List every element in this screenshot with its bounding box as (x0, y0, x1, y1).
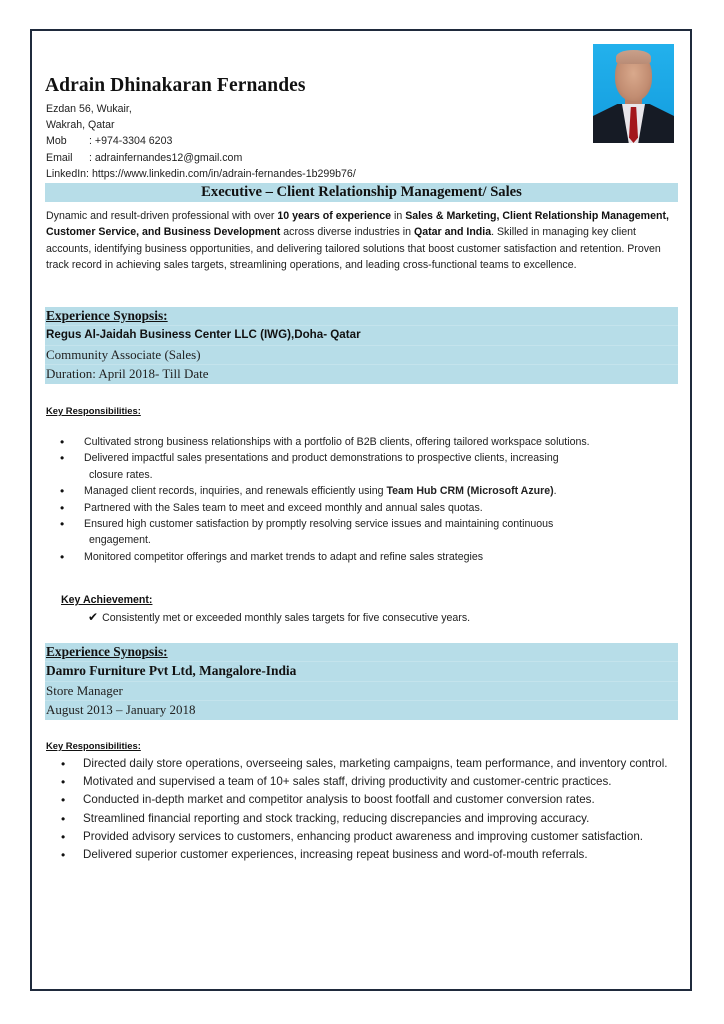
email-value[interactable]: : adrainfernandes12@gmail.com (89, 151, 243, 164)
contact-block (46, 101, 356, 182)
list-item: • Motivated and supervised a team of 10+ sales staff, driving productivity and customer-centric practices. (47, 773, 686, 791)
list-item (60, 483, 685, 499)
section-heading: Experience Synopsis: (45, 643, 678, 662)
job-duration: Duration: April 2018- Till Date (46, 366, 209, 382)
item-text: Partnered with the Sales team to meet and exceed monthly and annual sales quotas. (84, 501, 483, 514)
mobile-value: : +974-3304 6203 (89, 135, 173, 148)
item-text: . (553, 485, 557, 498)
list-item (60, 549, 685, 565)
achievement-heading: Key Achievement: (61, 594, 153, 606)
candidate-name: Adrain Dhinakaran Fernandes (45, 75, 306, 96)
item-text: Cultivated strong business relationships with a portfolio of B2B clients, offering tailored workspace solutions. (84, 436, 590, 448)
list-item: • Provided advisory services to customers, enhancing product awareness and improving customer satisfaction. (47, 828, 686, 846)
summary-text: . Skilled in managing key client accounts, identifying business opportunities, and delivering tailored solutions that boost customer satisfaction and retention. Proven track record in achieving sales targets, streamlining operations, and leading cross-functional teams to excellence. (46, 226, 661, 272)
linkedin-link[interactable]: https://www.linkedin.com/in/adrain-fernandes-1b299b76/ (91, 167, 356, 180)
profile-photo (593, 44, 674, 143)
responsibilities-heading: Key Responsibilities: (46, 405, 141, 416)
professional-summary (46, 208, 682, 274)
company-name: Regus Al-Jaidah Business Center LLC (IWG),Doha- Qatar (45, 326, 678, 345)
experience-header-1 (45, 307, 678, 384)
linkedin-label: LinkedIn: (46, 167, 89, 180)
summary-highlight: Sales & Marketing, Client Relationship Management, Customer Service, and Business Development (46, 210, 669, 239)
achievement-text: Consistently met or exceeded monthly sales targets for five consecutive years. (102, 612, 471, 624)
linkedin-row (46, 166, 356, 182)
responsibilities-heading: Key Responsibilities: (46, 740, 141, 751)
summary-highlight: Qatar and India (413, 226, 492, 239)
job-role: Community Associate (Sales) (45, 346, 678, 365)
summary-text: Dynamic and result-driven professional with over (46, 210, 278, 222)
item-text: Monitored competitor offerings and market trends to adapt and refine sales strategies (84, 550, 484, 563)
item-text: Ensured high customer satisfaction by promptly resolving service issues and maintaining continuous (84, 518, 554, 531)
job-role: Store Manager (45, 682, 678, 701)
item-text-continued: closure rates. (89, 468, 153, 481)
address-line-2: Wakrah, Qatar (46, 119, 115, 132)
list-item: • Streamlined financial reporting and stock tracking, reducing discrepancies and improving accuracy. (47, 810, 686, 828)
item-text: Delivered impactful sales presentations and product demonstrations to prospective clients, increasing (84, 452, 559, 465)
company-name: Damro Furniture Pvt Ltd, Mangalore-India (45, 662, 678, 681)
list-item: • Directed daily store operations, overseeing sales, marketing campaigns, team performance, and inventory control. (47, 755, 686, 773)
list-item: • Conducted in-depth market and competitor analysis to boost footfall and customer conversion rates. (47, 791, 686, 809)
list-item (60, 500, 685, 516)
summary-highlight: 10 years of experience (277, 210, 392, 222)
email-label: Email (46, 151, 73, 164)
responsibilities-list-1 (60, 434, 685, 565)
checkmark-icon: ✔ (88, 610, 99, 624)
list-item: • Delivered superior customer experiences, increasing repeat business and word-of-mouth referrals. (47, 846, 686, 864)
item-highlight: Team Hub CRM (Microsoft Azure) (386, 485, 554, 498)
job-title-banner: Executive – Client Relationship Management/ Sales (45, 183, 678, 202)
mobile-label: Mob (46, 135, 67, 148)
item-text: Managed client records, inquiries, and renewals efficiently using (84, 485, 387, 498)
list-item (60, 434, 685, 450)
job-duration: August 2013 – January 2018 (46, 702, 196, 718)
item-text-continued: engagement. (89, 534, 151, 547)
section-heading: Experience Synopsis: (45, 307, 678, 326)
experience-header-2 (45, 643, 678, 720)
mobile-row (46, 133, 356, 149)
summary-text: across diverse industries in (280, 226, 414, 239)
list-item (60, 516, 685, 549)
responsibilities-list-2 (61, 755, 686, 864)
achievement-item (88, 610, 470, 624)
summary-text: in (391, 210, 406, 222)
list-item (60, 450, 685, 483)
address-line-1: Ezdan 56, Wukair, (46, 103, 132, 115)
email-row (46, 150, 356, 166)
